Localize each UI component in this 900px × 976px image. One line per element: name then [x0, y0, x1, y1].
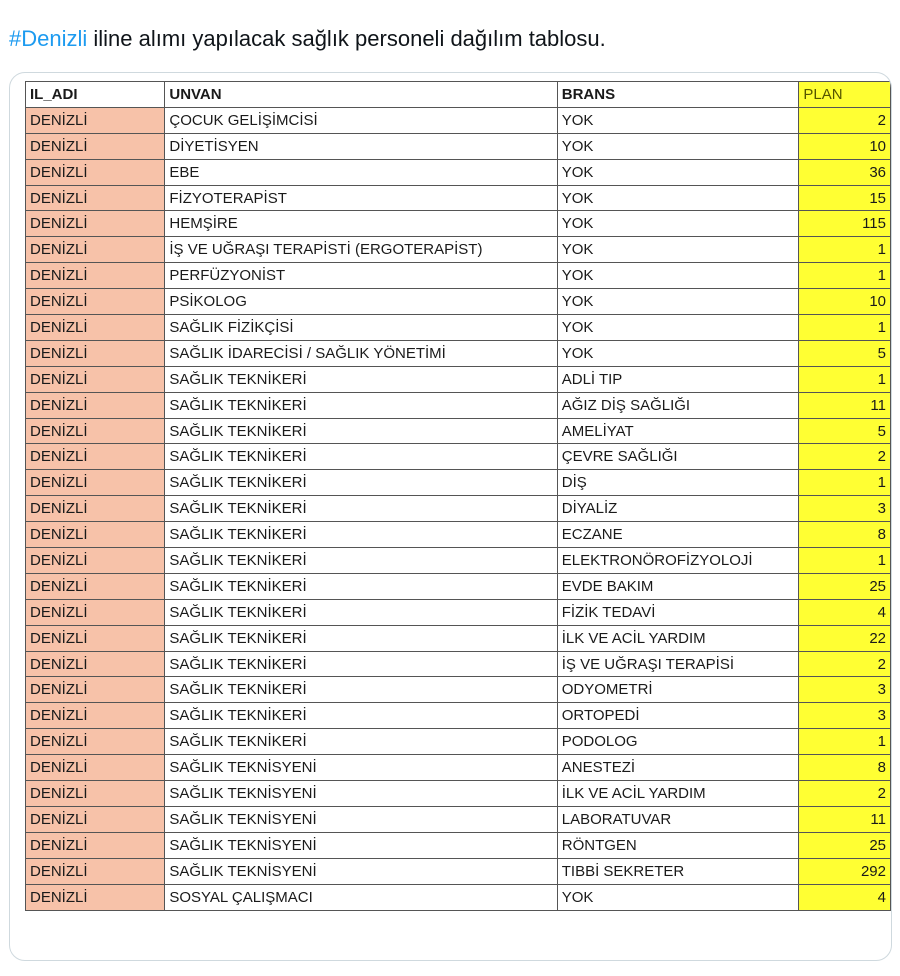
cell-unvan: SAĞLIK TEKNİKERİ	[165, 496, 557, 522]
table-header-row	[26, 82, 891, 108]
table-row	[26, 651, 891, 677]
cell-il-adi: DENİZLİ	[26, 781, 165, 807]
table-row	[26, 315, 891, 341]
cell-unvan: SAĞLIK TEKNİKERİ	[165, 677, 557, 703]
cell-unvan: SAĞLIK TEKNİKERİ	[165, 548, 557, 574]
cell-il-adi: DENİZLİ	[26, 729, 165, 755]
cell-unvan: SAĞLIK TEKNİKERİ	[165, 625, 557, 651]
cell-plan: 1	[799, 548, 891, 574]
cell-unvan: HEMŞİRE	[165, 211, 557, 237]
cell-brans: İŞ VE UĞRAŞI TERAPİSİ	[557, 651, 799, 677]
cell-brans: AMELİYAT	[557, 418, 799, 444]
cell-unvan: SAĞLIK İDARECİSİ / SAĞLIK YÖNETİMİ	[165, 340, 557, 366]
cell-plan: 10	[799, 133, 891, 159]
cell-unvan: FİZYOTERAPİST	[165, 185, 557, 211]
cell-plan: 1	[799, 315, 891, 341]
cell-unvan: İŞ VE UĞRAŞI TERAPİSTİ (ERGOTERAPİST)	[165, 237, 557, 263]
cell-unvan: EBE	[165, 159, 557, 185]
cell-brans: İLK VE ACİL YARDIM	[557, 625, 799, 651]
table-row	[26, 599, 891, 625]
table-row	[26, 185, 891, 211]
cell-unvan: SAĞLIK TEKNİKERİ	[165, 392, 557, 418]
cell-brans: YOK	[557, 185, 799, 211]
cell-plan: 1	[799, 366, 891, 392]
cell-brans: ELEKTRONÖROFİZYOLOJİ	[557, 548, 799, 574]
cell-plan: 1	[799, 470, 891, 496]
header-il-adi: IL_ADI	[26, 82, 165, 108]
cell-unvan: SAĞLIK TEKNİSYENİ	[165, 781, 557, 807]
cell-brans: FİZİK TEDAVİ	[557, 599, 799, 625]
cell-unvan: SAĞLIK FİZİKÇİSİ	[165, 315, 557, 341]
cell-il-adi: DENİZLİ	[26, 884, 165, 910]
table-row	[26, 625, 891, 651]
cell-unvan: SAĞLIK TEKNİKERİ	[165, 703, 557, 729]
cell-plan: 11	[799, 392, 891, 418]
cell-unvan: SOSYAL ÇALIŞMACI	[165, 884, 557, 910]
header-brans: BRANS	[557, 82, 799, 108]
cell-unvan: SAĞLIK TEKNİKERİ	[165, 573, 557, 599]
cell-unvan: SAĞLIK TEKNİSYENİ	[165, 755, 557, 781]
cell-brans: PODOLOG	[557, 729, 799, 755]
cell-il-adi: DENİZLİ	[26, 625, 165, 651]
cell-brans: YOK	[557, 159, 799, 185]
cell-brans: YOK	[557, 340, 799, 366]
table-row	[26, 832, 891, 858]
table-row	[26, 237, 891, 263]
hashtag-link[interactable]: #Denizli	[9, 26, 88, 51]
cell-plan: 36	[799, 159, 891, 185]
cell-il-adi: DENİZLİ	[26, 651, 165, 677]
cell-brans: YOK	[557, 289, 799, 315]
cell-plan: 10	[799, 289, 891, 315]
cell-brans: İLK VE ACİL YARDIM	[557, 781, 799, 807]
cell-plan: 1	[799, 729, 891, 755]
table-row	[26, 522, 891, 548]
cell-plan: 25	[799, 832, 891, 858]
cell-plan: 2	[799, 651, 891, 677]
cell-brans: ORTOPEDİ	[557, 703, 799, 729]
cell-plan: 2	[799, 107, 891, 133]
cell-il-adi: DENİZLİ	[26, 755, 165, 781]
cell-plan: 4	[799, 599, 891, 625]
cell-plan: 3	[799, 703, 891, 729]
cell-unvan: ÇOCUK GELİŞİMCİSİ	[165, 107, 557, 133]
table-row	[26, 418, 891, 444]
cell-brans: YOK	[557, 107, 799, 133]
cell-plan: 11	[799, 806, 891, 832]
table-row	[26, 444, 891, 470]
cell-brans: ANESTEZİ	[557, 755, 799, 781]
cell-plan: 3	[799, 677, 891, 703]
cell-il-adi: DENİZLİ	[26, 444, 165, 470]
table-row	[26, 548, 891, 574]
table-row	[26, 263, 891, 289]
table-row	[26, 781, 891, 807]
table-row	[26, 884, 891, 910]
cell-unvan: DİYETİSYEN	[165, 133, 557, 159]
cell-plan: 3	[799, 496, 891, 522]
cell-il-adi: DENİZLİ	[26, 418, 165, 444]
cell-il-adi: DENİZLİ	[26, 522, 165, 548]
cell-unvan: SAĞLIK TEKNİKERİ	[165, 599, 557, 625]
cell-il-adi: DENİZLİ	[26, 806, 165, 832]
table-row	[26, 470, 891, 496]
table-row	[26, 366, 891, 392]
cell-plan: 1	[799, 263, 891, 289]
cell-brans: YOK	[557, 237, 799, 263]
cell-unvan: SAĞLIK TEKNİSYENİ	[165, 806, 557, 832]
cell-unvan: SAĞLIK TEKNİSYENİ	[165, 832, 557, 858]
table-row	[26, 392, 891, 418]
table-body	[26, 107, 891, 910]
table-row	[26, 858, 891, 884]
staff-distribution-table	[25, 81, 891, 911]
cell-unvan: SAĞLIK TEKNİKERİ	[165, 651, 557, 677]
cell-il-adi: DENİZLİ	[26, 185, 165, 211]
cell-il-adi: DENİZLİ	[26, 599, 165, 625]
cell-brans: DİŞ	[557, 470, 799, 496]
cell-brans: YOK	[557, 211, 799, 237]
cell-unvan: PSİKOLOG	[165, 289, 557, 315]
cell-il-adi: DENİZLİ	[26, 133, 165, 159]
cell-il-adi: DENİZLİ	[26, 548, 165, 574]
header-unvan: UNVAN	[165, 82, 557, 108]
cell-plan: 25	[799, 573, 891, 599]
table-row	[26, 107, 891, 133]
cell-il-adi: DENİZLİ	[26, 315, 165, 341]
cell-unvan: SAĞLIK TEKNİKERİ	[165, 418, 557, 444]
table-row	[26, 133, 891, 159]
cell-plan: 115	[799, 211, 891, 237]
cell-il-adi: DENİZLİ	[26, 107, 165, 133]
cell-brans: ÇEVRE SAĞLIĞI	[557, 444, 799, 470]
cell-plan: 22	[799, 625, 891, 651]
tweet-body-text: iline alımı yapılacak sağlık personeli dağılım tablosu.	[87, 26, 606, 51]
cell-unvan: SAĞLIK TEKNİKERİ	[165, 522, 557, 548]
cell-brans: LABORATUVAR	[557, 806, 799, 832]
cell-il-adi: DENİZLİ	[26, 677, 165, 703]
cell-unvan: SAĞLIK TEKNİKERİ	[165, 729, 557, 755]
table-row	[26, 703, 891, 729]
header-plan: PLAN	[799, 82, 891, 108]
cell-brans: YOK	[557, 263, 799, 289]
cell-il-adi: DENİZLİ	[26, 366, 165, 392]
cell-plan: 5	[799, 418, 891, 444]
table-row	[26, 677, 891, 703]
table-row	[26, 211, 891, 237]
table-row	[26, 340, 891, 366]
cell-brans: DİYALİZ	[557, 496, 799, 522]
table-row	[26, 496, 891, 522]
cell-il-adi: DENİZLİ	[26, 858, 165, 884]
cell-il-adi: DENİZLİ	[26, 703, 165, 729]
cell-plan: 2	[799, 444, 891, 470]
cell-il-adi: DENİZLİ	[26, 211, 165, 237]
cell-brans: EVDE BAKIM	[557, 573, 799, 599]
cell-brans: YOK	[557, 133, 799, 159]
table-row	[26, 729, 891, 755]
table-row	[26, 573, 891, 599]
cell-brans: TIBBİ SEKRETER	[557, 858, 799, 884]
table-row	[26, 289, 891, 315]
cell-unvan: SAĞLIK TEKNİKERİ	[165, 470, 557, 496]
table-row	[26, 159, 891, 185]
cell-plan: 4	[799, 884, 891, 910]
cell-il-adi: DENİZLİ	[26, 159, 165, 185]
cell-il-adi: DENİZLİ	[26, 392, 165, 418]
cell-il-adi: DENİZLİ	[26, 237, 165, 263]
cell-unvan: PERFÜZYONİST	[165, 263, 557, 289]
cell-il-adi: DENİZLİ	[26, 496, 165, 522]
cell-plan: 8	[799, 755, 891, 781]
cell-plan: 8	[799, 522, 891, 548]
cell-unvan: SAĞLIK TEKNİKERİ	[165, 366, 557, 392]
cell-il-adi: DENİZLİ	[26, 832, 165, 858]
table-row	[26, 755, 891, 781]
cell-plan: 1	[799, 237, 891, 263]
cell-brans: YOK	[557, 884, 799, 910]
cell-il-adi: DENİZLİ	[26, 470, 165, 496]
cell-brans: AĞIZ DİŞ SAĞLIĞI	[557, 392, 799, 418]
cell-plan: 5	[799, 340, 891, 366]
cell-il-adi: DENİZLİ	[26, 573, 165, 599]
cell-plan: 2	[799, 781, 891, 807]
cell-brans: ADLİ TIP	[557, 366, 799, 392]
cell-il-adi: DENİZLİ	[26, 263, 165, 289]
cell-il-adi: DENİZLİ	[26, 340, 165, 366]
cell-brans: ECZANE	[557, 522, 799, 548]
tweet-media-image[interactable]	[9, 72, 892, 961]
cell-unvan: SAĞLIK TEKNİSYENİ	[165, 858, 557, 884]
cell-brans: YOK	[557, 315, 799, 341]
cell-plan: 15	[799, 185, 891, 211]
cell-il-adi: DENİZLİ	[26, 289, 165, 315]
cell-brans: RÖNTGEN	[557, 832, 799, 858]
cell-brans: ODYOMETRİ	[557, 677, 799, 703]
cell-unvan: SAĞLIK TEKNİKERİ	[165, 444, 557, 470]
cell-plan: 292	[799, 858, 891, 884]
tweet-text	[9, 24, 606, 54]
table-row	[26, 806, 891, 832]
